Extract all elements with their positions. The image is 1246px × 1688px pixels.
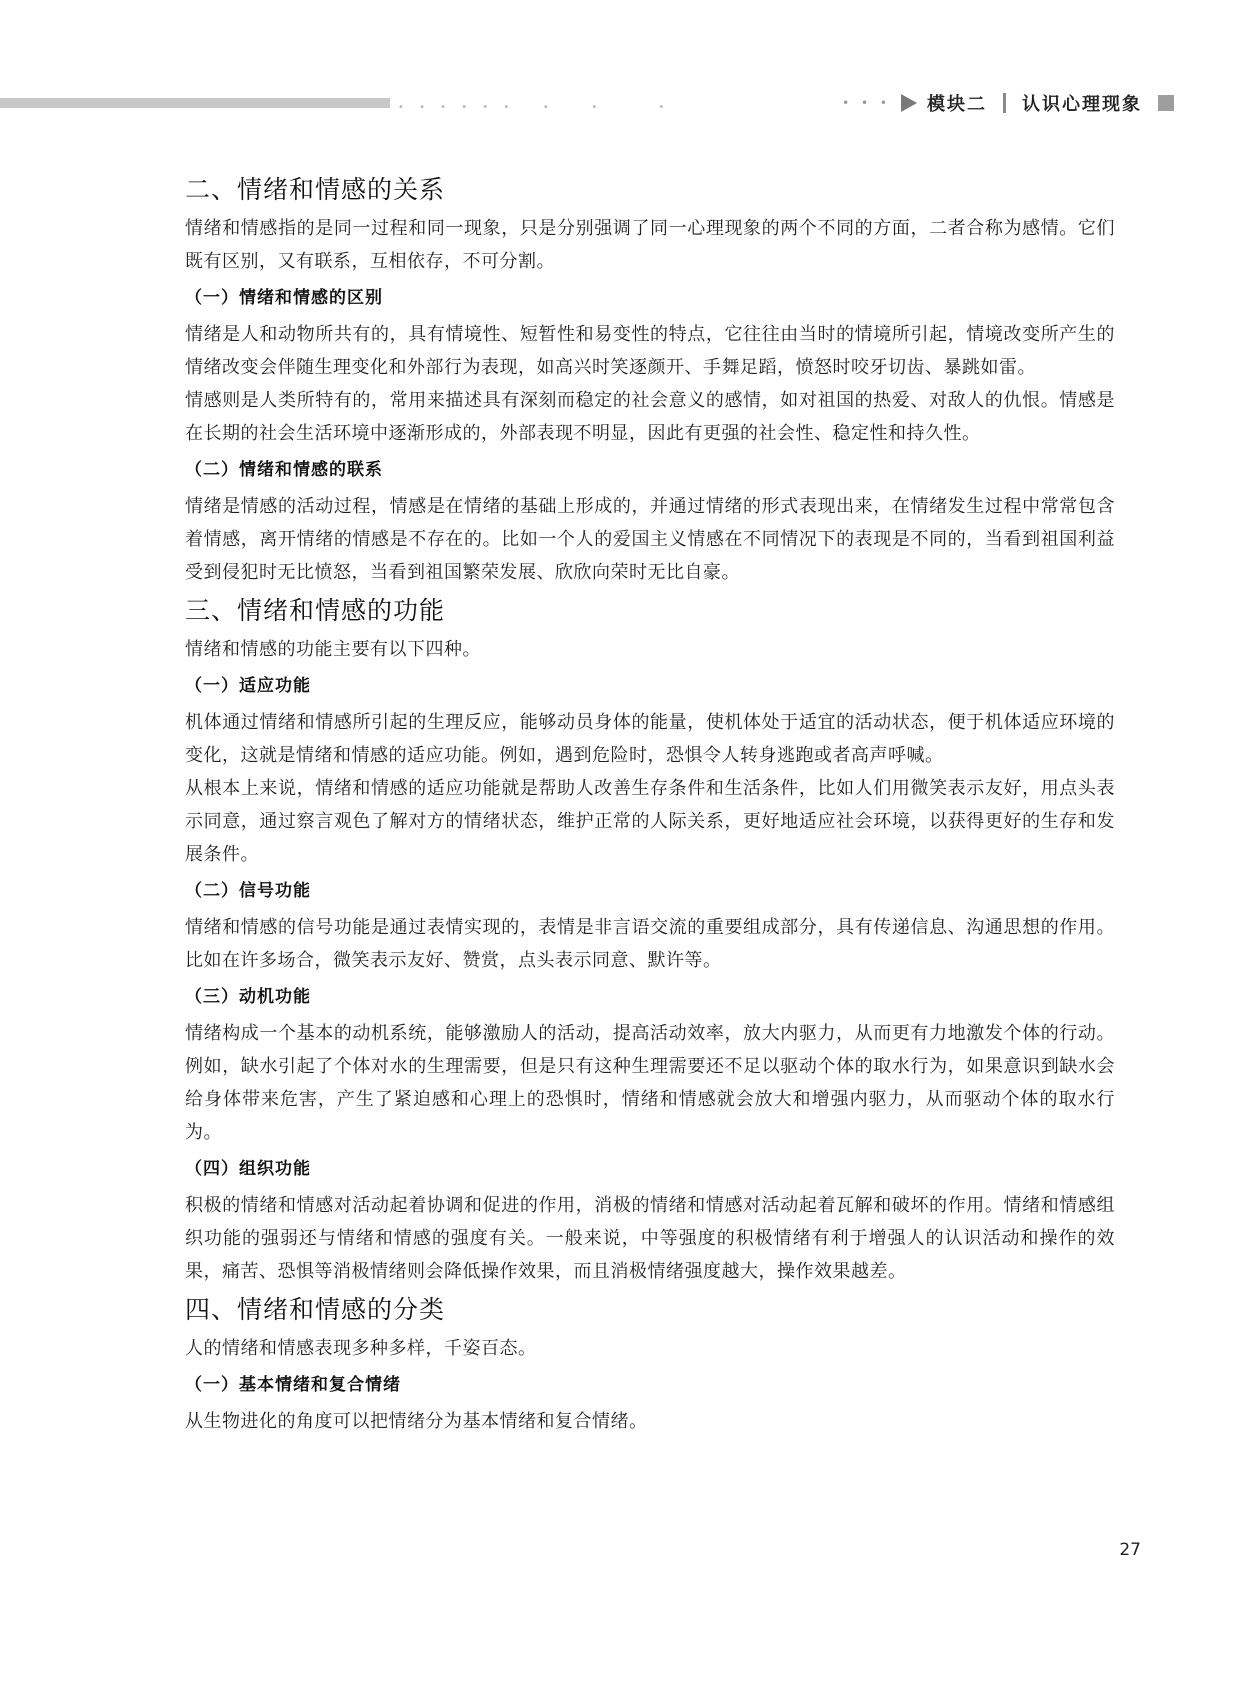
section-heading: 二、情绪和情感的关系 — [185, 175, 446, 204]
paragraph: 从根本上来说，情绪和情感的适应功能就是帮助人改善生存条件和生活条件，比如人们用微笑表示友好，用点头表示同意，通过察言观色了解对方的情绪状态，维护正常的人际关系，更好地适应社会环境，以获得更好的生存和发展条件。 — [185, 778, 1115, 865]
page-header — [0, 88, 1246, 128]
subsection-heading: （一）基本情绪和复合情绪 — [185, 1375, 401, 1395]
page-content — [185, 168, 1115, 1438]
subsection-heading: （二）情绪和情感的联系 — [185, 460, 383, 480]
paragraph: 机体通过情绪和情感所引起的生理反应，能够动员身体的能量，使机体处于适宜的活动状态，便于机体适应环境的变化，这就是情绪和情感的适应功能。例如，遇到危险时，恐惧令人转身逃跑或者高声呼喊。 — [185, 712, 1115, 766]
section-heading: 三、情绪和情感的功能 — [185, 596, 446, 625]
paragraph: 情绪是人和动物所共有的，具有情境性、短暂性和易变性的特点，它往往由当时的情境所引起，情境改变所产生的情绪改变会伴随生理变化和外部行为表现，如高兴时笑逐颜开、手舞足蹈，愤怒时咬牙切齿、暴跳如雷。 — [185, 324, 1115, 378]
paragraph: 情绪和情感的功能主要有以下四种。 — [185, 639, 481, 660]
separator-bar-icon — [1003, 93, 1006, 113]
paragraph: 情绪构成一个基本的动机系统，能够激励人的活动，提高活动效率，放大内驱力，从而更有力地激发个体的行动。例如，缺水引起了个体对水的生理需要，但是只有这种生理需要还不足以驱动个体的取水行为，如果意识到缺水会给身体带来危害，产生了紧迫感和心理上的恐惧时，情绪和情感就会放大和增强内驱力，从而驱动个体的取水行为。 — [185, 1023, 1115, 1143]
square-icon — [1158, 95, 1174, 111]
section-heading: 四、情绪和情感的分类 — [185, 1295, 446, 1324]
paragraph: 人的情绪和情感表现多种多样，千姿百态。 — [185, 1338, 537, 1359]
paragraph: 情绪和情感的信号功能是通过表情实现的，表情是非言语交流的重要组成部分，具有传递信息、沟通思想的作用。比如在许多场合，微笑表示友好、赞赏，点头表示同意、默许等。 — [185, 917, 1115, 971]
paragraph: 情绪是情感的活动过程，情感是在情绪的基础上形成的，并通过情绪的形式表现出来，在情绪发生过程中常常包含着情感，离开情绪的情感是不存在的。比如一个人的爱国主义情感在不同情况下的表现是不同的，当看到祖国利益受到侵犯时无比愤怒，当看到祖国繁荣发展、欣欣向荣时无比自豪。 — [185, 496, 1115, 583]
subsection-heading: （四）组织功能 — [185, 1159, 311, 1179]
module-label: 模块二 — [927, 94, 987, 115]
subsection-heading: （一）情绪和情感的区别 — [185, 288, 383, 308]
header-decor-bar — [0, 98, 390, 108]
subsection-heading: （二）信号功能 — [185, 881, 311, 901]
arrow-right-icon — [901, 94, 917, 112]
page-number: 27 — [1119, 1540, 1141, 1560]
paragraph: 从生物进化的角度可以把情绪分为基本情绪和复合情绪。 — [185, 1411, 648, 1432]
header-decor-dots: • • • • • • • • • — [398, 102, 671, 113]
subsection-heading: （三）动机功能 — [185, 987, 311, 1007]
subsection-heading: （一）适应功能 — [185, 676, 311, 696]
paragraph: 积极的情绪和情感对活动起着协调和促进的作用，消极的情绪和情感对活动起着瓦解和破坏的作用。情绪和情感组织功能的强弱还与情绪和情感的强度有关。一般来说，中等强度的积极情绪有利于增强人的认识活动和操作的效果，痛苦、恐惧等消极情绪则会降低操作效果，而且消极情绪强度越大，操作效果越差。 — [185, 1195, 1115, 1282]
paragraph: 情绪和情感指的是同一过程和同一现象，只是分别强调了同一心理现象的两个不同的方面，二者合称为感情。它们既有区别，又有联系，互相依存，不可分割。 — [185, 218, 1115, 272]
header-small-dots: • • • — [842, 96, 891, 110]
paragraph: 情感则是人类所特有的，常用来描述具有深刻而稳定的社会意义的感情，如对祖国的热爱、对敌人的仇恨。情感是在长期的社会生活环境中逐渐形成的，外部表现不明显，因此有更强的社会性、稳定性和持久性。 — [185, 390, 1115, 444]
chapter-title: 认识心理现象 — [1022, 94, 1142, 115]
header-right — [842, 88, 1174, 118]
